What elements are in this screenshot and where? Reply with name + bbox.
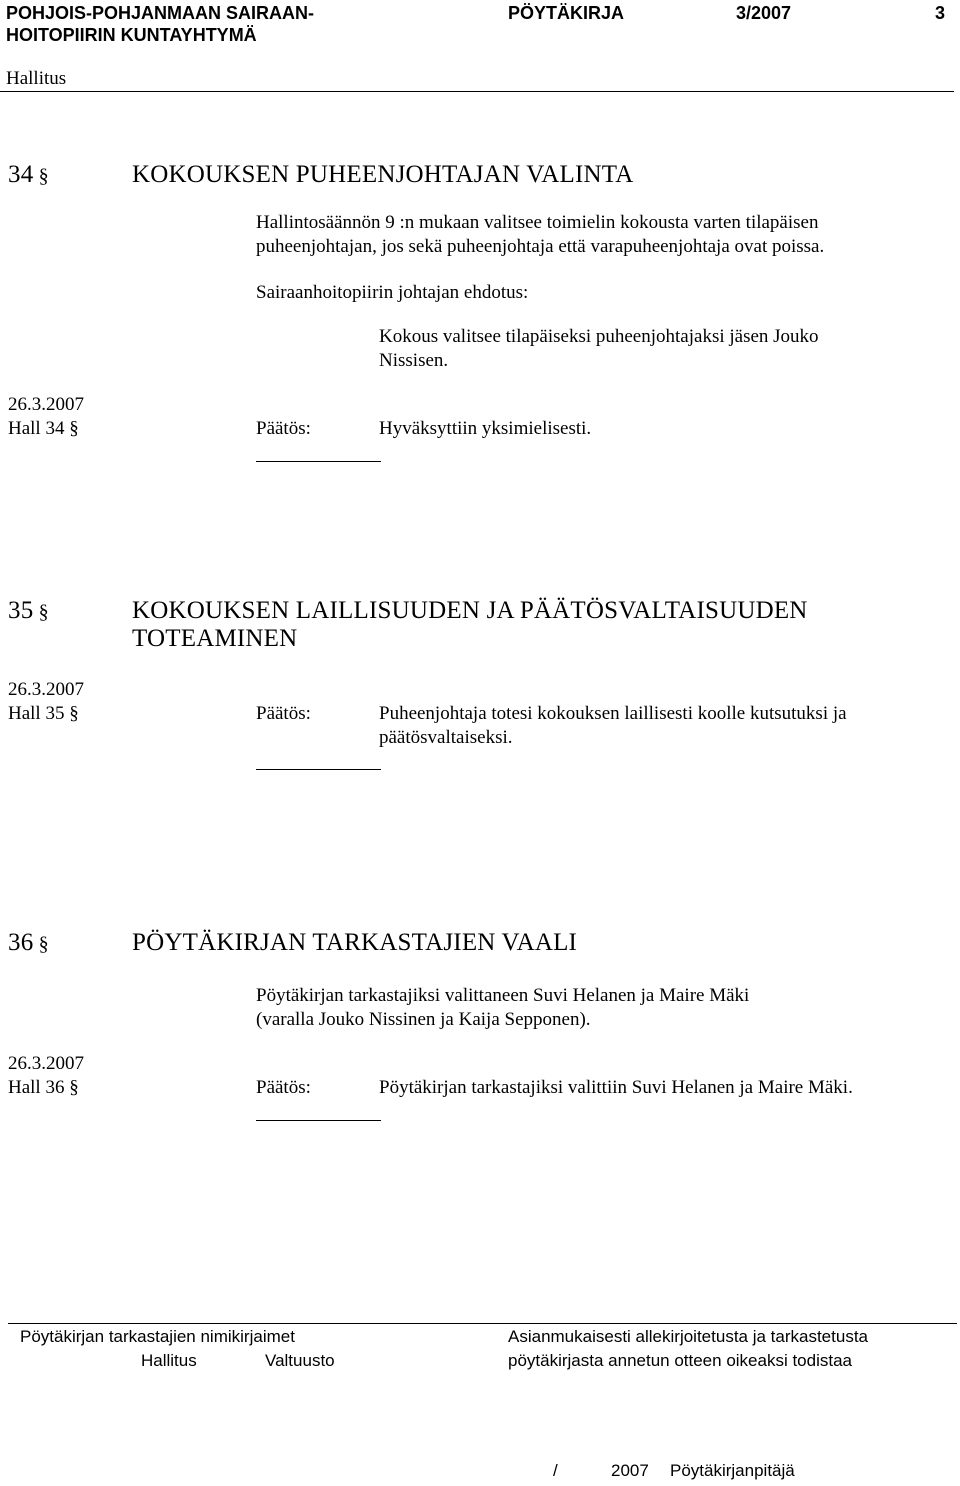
section-35-title-line2: TOTEAMINEN <box>132 625 298 652</box>
section-35-decision-label: Päätös: <box>256 703 311 724</box>
doc-number: 3/2007 <box>736 3 792 23</box>
section-36-intro-line1: Pöytäkirjan tarkastajiksi valittaneen Suvi Helanen ja Maire Mäki <box>256 985 750 1006</box>
section-34-title: KOKOUKSEN PUHEENJOHTAJAN VALINTA <box>132 161 634 188</box>
section-34-decision: Hyväksyttiin yksimielisesti. <box>379 418 592 439</box>
section-35-decision-line1: Puheenjohtaja totesi kokouksen laillisesti koolle kutsutuksi ja <box>379 703 847 724</box>
section-34-end-line <box>256 461 381 462</box>
section-35-date: 26.3.2007 <box>8 679 84 700</box>
footer-rule <box>8 1323 957 1324</box>
section-35-ref: Hall 35 § <box>8 703 79 724</box>
header-rule <box>0 91 954 92</box>
section-34-intro-line1: Hallintosäännön 9 :n mukaan valitsee toimielin kokousta varten tilapäisen <box>256 212 819 233</box>
org-name-line1: POHJOIS-POHJANMAAN SAIRAAN- <box>6 3 315 23</box>
section-36-title: PÖYTÄKIRJAN TARKASTAJIEN VAALI <box>132 929 578 956</box>
section-35-decision-line2: päätösvaltaiseksi. <box>379 727 513 748</box>
section-36-date: 26.3.2007 <box>8 1053 84 1074</box>
footer-col-valtuusto: Valtuusto <box>265 1351 335 1370</box>
doc-type: PÖYTÄKIRJA <box>508 3 625 23</box>
page-number: 3 <box>935 3 946 23</box>
section-34-decision-label: Päätös: <box>256 418 311 439</box>
footer-date-year: 2007 <box>611 1461 649 1480</box>
org-name-line2: HOITOPIIRIN KUNTAYHTYMÄ <box>6 25 257 45</box>
section-36-ref: Hall 36 § <box>8 1077 79 1098</box>
section-34-date: 26.3.2007 <box>8 394 84 415</box>
footer-cert-line2: pöytäkirjasta annetun otteen oikeaksi todistaa <box>508 1351 853 1370</box>
section-35-end-line <box>256 769 381 770</box>
body-name: Hallitus <box>6 68 67 89</box>
section-34-ref: Hall 34 § <box>8 418 79 439</box>
section-35-title-line1: KOKOUKSEN LAILLISUUDEN JA PÄÄTÖSVALTAISUUDEN <box>132 597 808 624</box>
footer-col-hallitus: Hallitus <box>141 1351 197 1370</box>
section-36-intro-line2: (varalla Jouko Nissinen ja Kaija Sepponen). <box>256 1009 591 1030</box>
section-34-proposal-line2: Nissisen. <box>379 350 449 371</box>
footer-date-slash: / <box>553 1461 558 1480</box>
section-34-proposal-line1: Kokous valitsee tilapäiseksi puheenjohtajaksi jäsen Jouko <box>379 326 819 347</box>
section-36-end-line <box>256 1120 381 1121</box>
section-36-decision: Pöytäkirjan tarkastajiksi valittiin Suvi Helanen ja Maire Mäki. <box>379 1077 853 1098</box>
section-34-number: 34 § <box>8 161 49 188</box>
footer-initials-title: Pöytäkirjan tarkastajien nimikirjaimet <box>20 1327 295 1346</box>
section-35-number: 35 § <box>8 597 49 624</box>
section-36-decision-label: Päätös: <box>256 1077 311 1098</box>
section-36-number: 36 § <box>8 929 49 956</box>
footer-cert-line1: Asianmukaisesti allekirjoitetusta ja tarkastetusta <box>508 1327 868 1346</box>
section-34-intro-line2: puheenjohtajan, jos sekä puheenjohtaja että varapuheenjohtaja ovat poissa. <box>256 236 825 257</box>
footer-keeper: Pöytäkirjanpitäjä <box>670 1461 795 1480</box>
section-34-proposal-label: Sairaanhoitopiirin johtajan ehdotus: <box>256 282 529 303</box>
